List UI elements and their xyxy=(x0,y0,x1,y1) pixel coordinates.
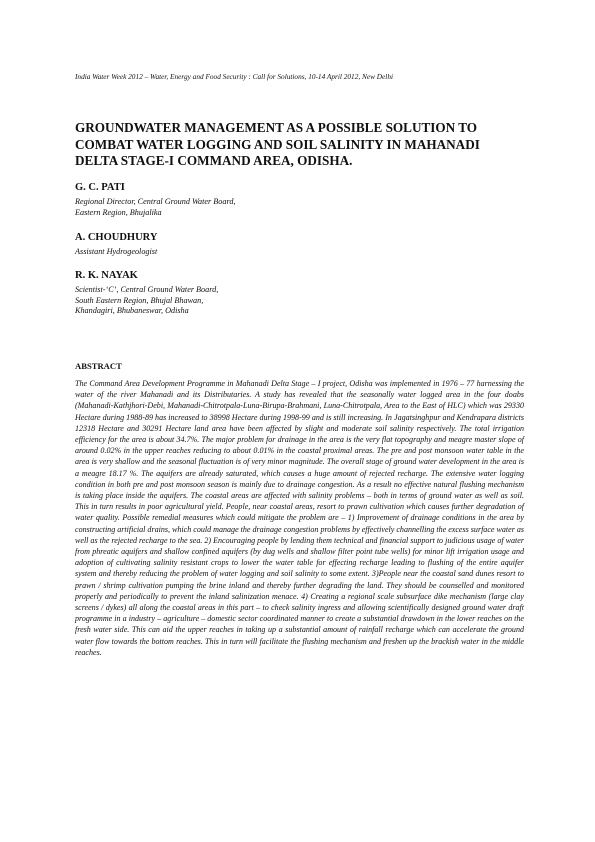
author-affiliation-line: Scientist-‘C’, Central Ground Water Board, xyxy=(75,285,219,294)
running-header: India Water Week 2012 – Water, Energy and Food Security : Call for Solutions, 10-14 April 2012, New Delhi xyxy=(75,72,393,81)
author-name: G. C. PATI xyxy=(75,182,125,193)
author-block-2 xyxy=(75,232,525,258)
author-affiliation-line: Assistant Hydrogeologist xyxy=(75,247,158,256)
abstract-heading: ABSTRACT xyxy=(75,361,122,371)
author-affiliation-line: Khandagiri, Bhubaneswar, Odisha xyxy=(75,306,189,316)
author-name: A. CHOUDHURY xyxy=(75,232,158,243)
author-name: R. K. NAYAK xyxy=(75,270,138,281)
paper-title: GROUNDWATER MANAGEMENT AS A POSSIBLE SOLUTION TO COMBAT WATER LOGGING AND SOIL SALINITY IN MAHANADI DELTA STAGE-I COMMAND AREA, ODISHA. xyxy=(75,120,480,168)
abstract-body: The Command Area Development Programme in Mahanadi Delta Stage – I project, Odisha was implemented in 1976 – 77 harnessing the water of the river Mahanadi and its Distributaries. A study has revealed that the seasonally water logged area in the four doabs (Mahanadi-Kathjhori-Debi, Mahanadi-Chitrotpala-Luna-Birupa-Brahmani, Luna-Chitrotpala, Area to the East of HLC) which was 29330 Hectare during 1988-89 has increased to 38998 Hectare during 1998-99 and is still increasing. In Jagatsinghpur and Kendrapara districts 12318 Hectare and 30291 Hectare land area have been affected by slight and moderate soil salinity respectively. The total irrigation efficiency for the area is about 34.7%. The major problem for drainage in the area is the very flat topography and meagre master slope of around 0.02% in the upper reaches reducing to about 0.01% in the coastal proximal areas. The pre and post monsoon water table in the area is very shallow and the seasonal fluctuation is of very minor magnitude. The overall stage of ground water development in the area is a meagre 18.17 %. The aquifers are already saturated, which causes a huge amount of rejected recharge. The extensive water logging condition in both pre and post monsoon season is mainly due to drainage congestion. As a result no effective natural flushing mechanism is taking place inside the aquifers. The coastal areas are affected with salinity problems – both in terms of ground water as well as soil. This in turn results in poor agricultural yield. People, near coastal areas, resort to prawn cultivation which causes further degradation of water quality. Possible remedial measures which could mitigate the problem are – 1) Improvement of drainage conditions in the area by constructing artificial drains, which could manage the drainage congestion problems by effectively channelling the excess surface water as well as the rejected recharge to the sea. 2) Encouraging people by lending them technical and financial support to judicious usage of water from phreatic aquifers and shallow confined aquifers (by dug wells and shallow filter point tube wells) for minor lift irrigation usage and adoption of cultivating salinity resistant crops to lower the water table for effecting recharge leading to flushing of the entire aquifer system and thereby reducing the problem of water logging and soil salinity to some extent. 3)People near the coastal sand dunes resort to prawn / shrimp cultivation pumping the brine inland and thereby further degrading the land. They should be counselled and monitored properly and periodically to prevent the inland salinization menace. 4) Creating a regional scale subsurface dike mechanism (large clay screens / dykes) all along the coastal areas in this part – to check salinity ingress and allowing scientifically designed ground water draft programme in a industry – agriculture – domestic sector coordinated manner to create a substantial drawdown in the lower reaches on the fresh water side. This can aid the upper reaches in taking up a substantial amount of rainfall recharge which can accelerate the ground water flow towards the bottom reaches. This in turn will facilitate the flushing mechanism and freshen up the brackish water in the middle reaches. xyxy=(75,379,524,657)
author-affiliation-line: South Eastern Region, Bhujal Bhawan, xyxy=(75,295,204,305)
author-block-3 xyxy=(75,270,525,317)
author-affiliation-line: Regional Director, Central Ground Water Board, xyxy=(75,197,236,206)
author-block-1 xyxy=(75,182,525,218)
author-affiliation-line: Eastern Region, Bhujalika xyxy=(75,207,162,217)
